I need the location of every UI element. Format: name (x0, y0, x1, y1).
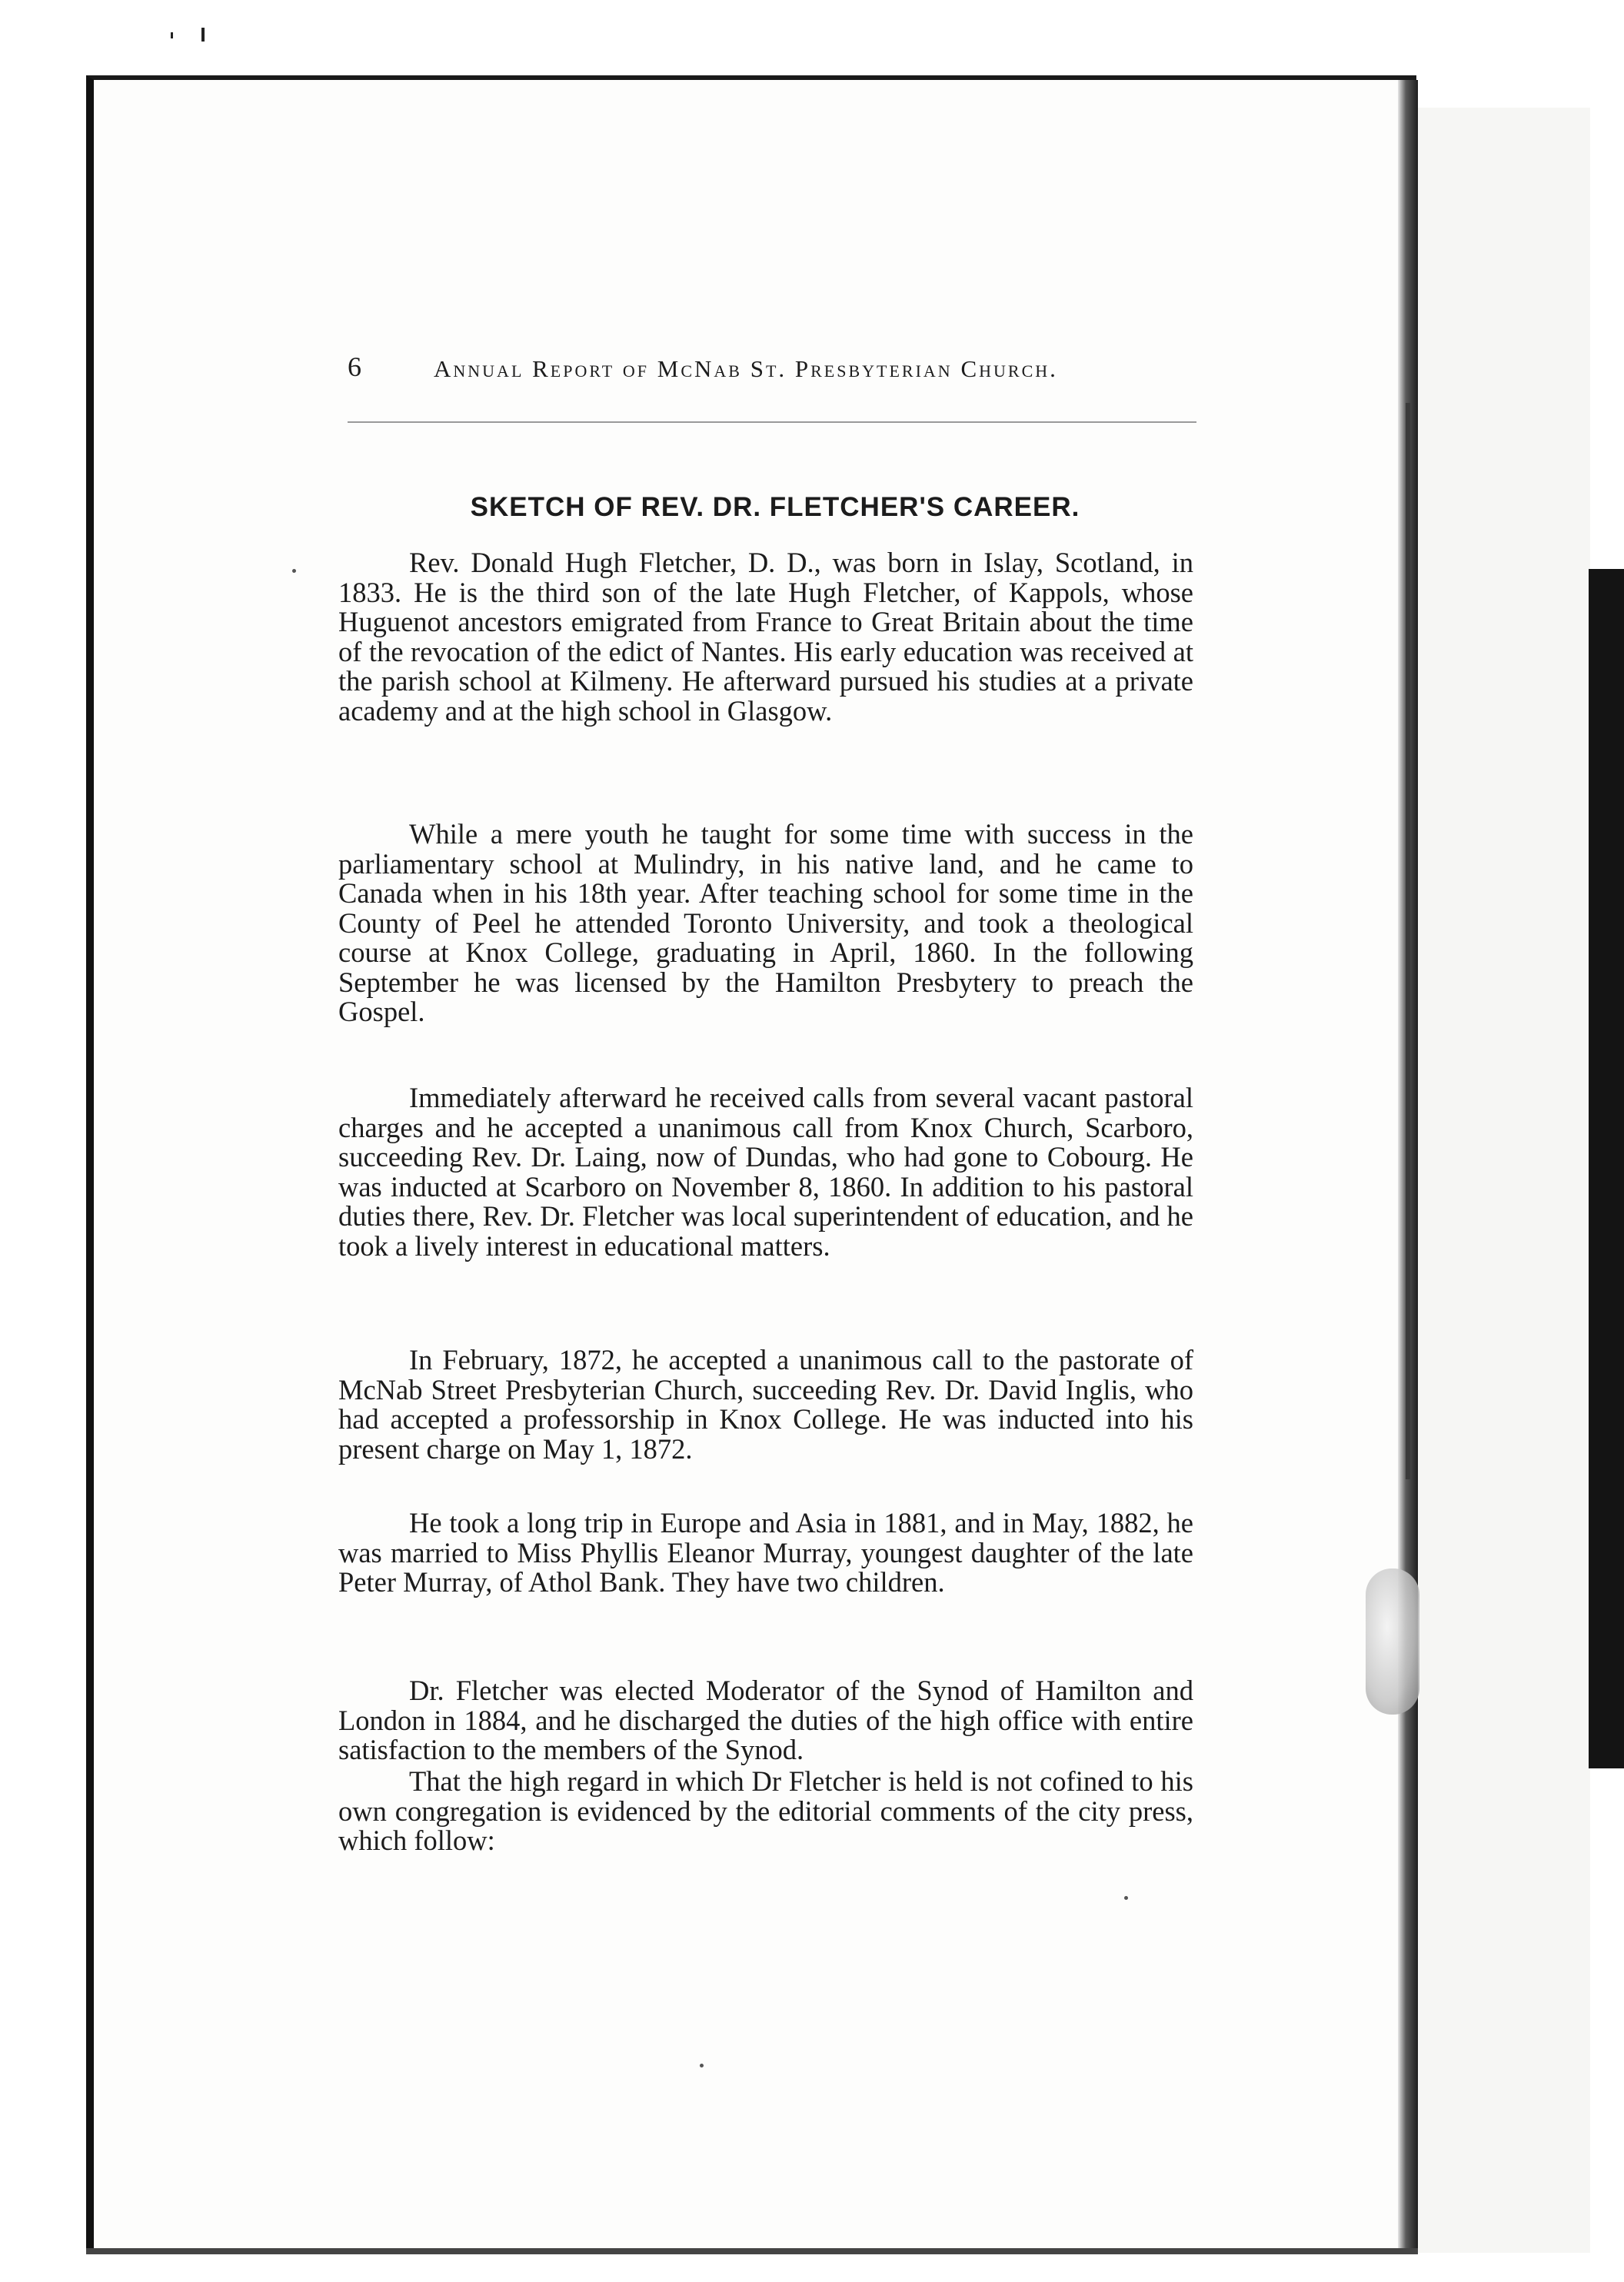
scan-mark (201, 28, 205, 42)
paragraph: Dr. Fletcher was elected Moderator of the Synod of Hamilton and London in 1884, and he discharged the duties of the high office with entire satisfaction to the members of the Synod. (338, 1675, 1193, 1765)
paragraph: Immediately afterward he received calls from several vacant pastoral charges and he accepted a unanimous call from Knox Church, Scarboro, succeeding Rev. Dr. Laing, now of Dundas, who had gone to Cobourg. He was inducted at Scarboro on November 8, 1860. In addition to his pastoral duties there, Rev. Dr. Fletcher was local superintendent of education, and he took a lively interest in educational matters. (338, 1082, 1193, 1262)
paragraph: He took a long trip in Europe and Asia in 1881, and in May, 1882, he was married to Miss Phyllis Eleanor Murray, youngest daughter of the late Peter Murray, of Athol Bank. They have two children. (338, 1507, 1193, 1598)
header-rule (348, 421, 1196, 423)
paragraph: Rev. Donald Hugh Fletcher, D. D., was born in Islay, Scotland, in 1833. He is the third son of the late Hugh Fletcher, of Kappols, whose Huguenot ancestors emigrated from France to Great Britain about the time of the revocation of the edict of Nantes. His early education was received at the parish school at Kilmeny. He afterward pursued his studies at a private academy and at the high school in Glasgow. (338, 547, 1193, 727)
page-number: 6 (348, 351, 362, 382)
paper-speck (292, 569, 296, 573)
binding-clasp (1366, 1568, 1419, 1715)
scan-mark (171, 32, 173, 38)
running-head: Annual Report of McNab St. Presbyterian Church. (434, 355, 1058, 382)
paper-speck (700, 2064, 704, 2067)
facing-page-illustration-edge (1589, 569, 1624, 1768)
paper-speck (1124, 1896, 1128, 1900)
page-gutter (1398, 80, 1418, 2251)
page-bottom-edge (86, 2248, 1418, 2254)
paragraph: In February, 1872, he accepted a unanimous call to the pastorate of McNab Street Presbyterian Church, succeeding Rev. Dr. David Inglis, who had accepted a professorship in Knox College. He was inducted into his present charge on May 1, 1872. (338, 1344, 1193, 1465)
paragraph: While a mere youth he taught for some time with success in the parliamentary school at Mulindry, in his native land, and he came to Canada when in his 18th year. After teaching school for some time in the County of Peel he attended Toronto University, and took a theological course at Knox College, graduating in April, 1860. In the following September he was licensed by the Hamilton Presbytery to preach the Gospel. (338, 818, 1193, 1027)
page-header (348, 351, 1201, 397)
article-title: SKETCH OF REV. DR. FLETCHER'S CAREER. (470, 492, 1080, 522)
paragraph: That the high regard in which Dr Fletcher is held is not cofined to his own congregation is evidenced by the editorial comments of the city press, which follow: (338, 1765, 1193, 1856)
facing-page (1418, 108, 1590, 2253)
